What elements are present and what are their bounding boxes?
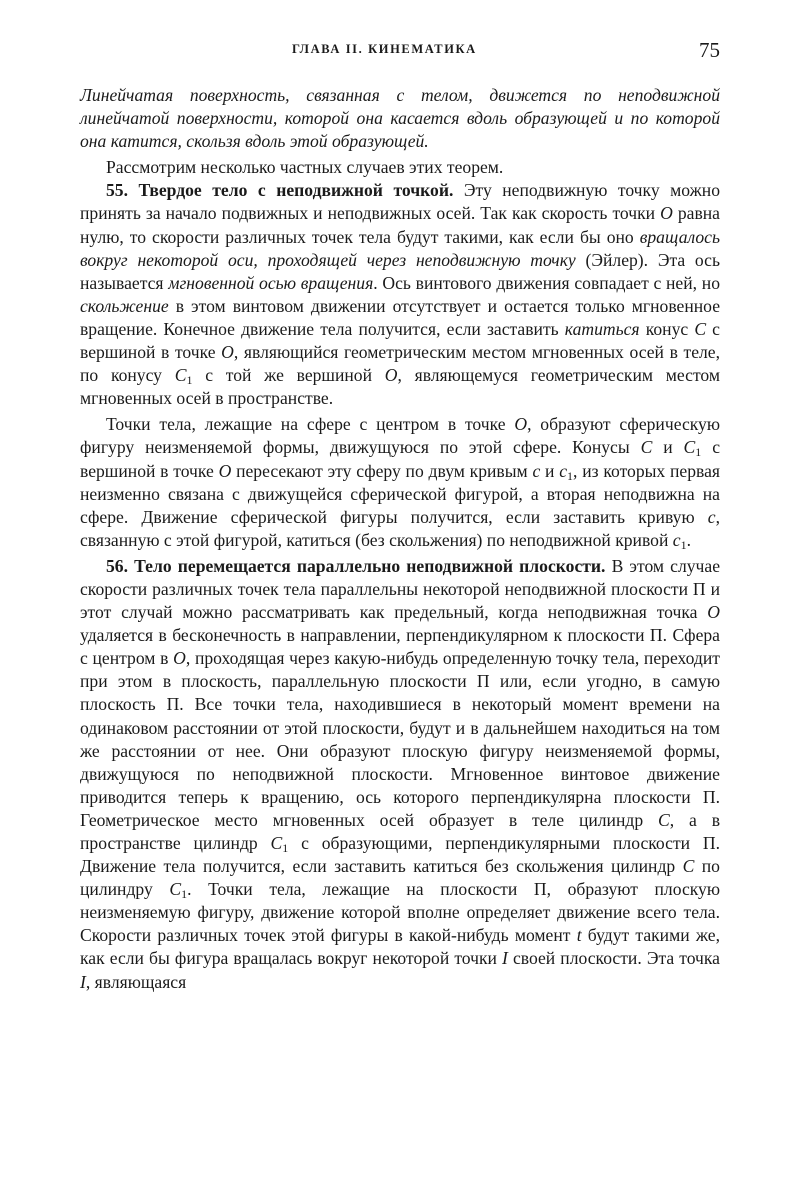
paragraph-spherical-figure: Точки тела, лежащие на сфере с центром в точке O, образуют сферическую фигуру неизменяемой формы, движущуюся по этой сфере. Конусы C и $C_1$ с вершиной в точке O пересекают эту сферу по двум кривым c и $c_1$, из которых первая неизменно связана с движущейся сферической фигурой, а вторая неподвижна на сфере. Движение сферической фигуры получится, если заставить кривую c, связанную с этой фигурой, катиться (без скольжения) по неподвижной кривой $c_1$.: [80, 414, 721, 552]
page-number: 75: [699, 38, 720, 62]
section-heading-56: 56. Тело перемещается параллельно неподвижной плоскости.: [106, 555, 606, 576]
paragraph-section-56: 56. Тело перемещается параллельно неподвижной плоскости. В этом случае скорости различных точек тела параллельны некоторой неподвижной плоскости П и этот случай можно рассматривать как предельный, когда неподвижная точка O удаляется в бесконечность в направлении, перпендикулярном к плоскости П. Сфера с центром в O, проходящая через какую-нибудь определенную точку тела, переходит при этом в плоскость, параллельную плоскости П или, если угодно, в самую плоскость П. Все точки тела, находившиеся в некоторый момент времени на одинаковом расстоянии от этой плоскости, будут и в дальнейшем находиться на том же расстоянии от нее. Они образуют плоскую фигуру неизменяемой формы, движущуюся по неподвижной плоскости. Мгновенное винтовое движение приводится теперь к вращению, ось которого перпендикулярна плоскости П. Геометрическое место мгновенных осей образует в теле цилиндр C, а в пространстве цилиндр $C_1$ с образующими, перпендикулярными плоскости П. Движение тела получится, если заставить катиться без скольжения цилиндр C по цилиндру $C_1$. Точки тела, лежащие на плоскости П, образуют плоскую неизменяемую фигуру, движение которой вполне определяет движение всего тела. Скорости различных точек этой фигуры в какой-нибудь момент t будут такими же, как если бы фигура вращалась вокруг некоторой точки I своей плоскости. Эта точка I, являющаяся: [80, 555, 721, 992]
theorem-text: Линейчатая поверхность, связанная с телом, движется по неподвижной линейчатой поверхности, которой она касается вдоль образующей и по которой она катится, скользя вдоль этой образующей.: [80, 85, 720, 152]
paragraph-section-55: 55. Твердое тело с неподвижной точкой. Эту неподвижную точку можно принять за начало подвижных и неподвижных осей. Так как скорость точки O равна нулю, то скорости различных точек тела будут такими, как если бы оно вращалось вокруг некоторой оси, проходящей через неподвижную точку (Эйлер). Эта ось называется мгновенной осью вращения. Ось винтового движения совпадает с ней, но скольжение в этом винтовом движении отсутствует и остается только мгновенное вращение. Конечное движение тела получится, если заставить катиться конус C с вершиной в точке O, являющийся геометрическим местом мгновенных осей в теле, по конусу $C_1$ с той же вершиной O, являющемуся геометрическим местом мгновенных осей в пространстве.: [80, 180, 721, 409]
paragraph-intro: Рассмотрим несколько частных случаев этих теорем.: [106, 157, 504, 178]
paragraph-ruled-surface-theorem: [80, 84, 720, 153]
running-head: ГЛАВА II. КИНЕМАТИКА: [292, 42, 477, 56]
page-body: [80, 84, 720, 994]
section-heading-55: 55. Твердое тело с неподвижной точкой.: [106, 180, 454, 201]
page-header: [80, 38, 720, 68]
